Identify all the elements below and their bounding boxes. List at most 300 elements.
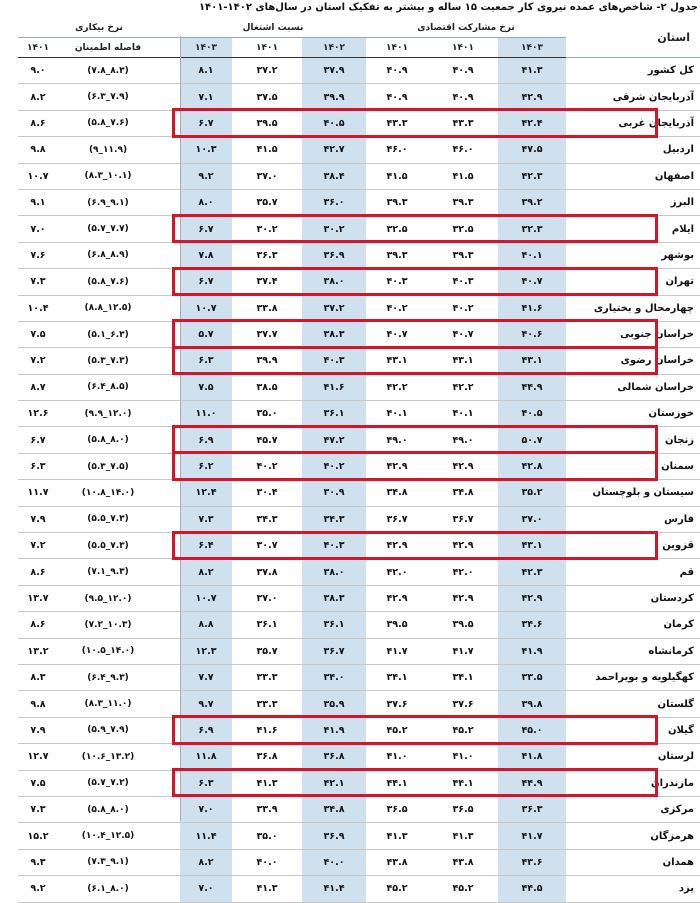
value-cell: ۳۶.۹ — [302, 823, 366, 849]
table-row — [18, 321, 700, 347]
spacer-cell — [158, 823, 180, 849]
value-cell: ۸.۰ — [180, 189, 232, 215]
value-cell: ۳۹.۲ — [498, 189, 566, 215]
spacer-cell — [158, 216, 180, 242]
value-cell: ۴۲.۹ — [498, 84, 566, 110]
value-cell: ۳۵.۲ — [498, 480, 566, 506]
province-cell: اصفهان — [566, 163, 700, 189]
value-cell: ۴۵.۷ — [232, 427, 302, 453]
value-cell: ۳۶.۵ — [428, 796, 498, 822]
value-cell: ۴۰.۹ — [366, 84, 428, 110]
value-cell: ۸.۶ — [18, 612, 58, 638]
spacer-cell — [158, 269, 180, 295]
table-title: جدول ۲- شاخص‌های عمده نیروی کار جمعیت ۱۵ ساله و بیشتر به تفکیک استان در سال‌های ۱۴۰۲-۱۴۰۱ — [198, 2, 698, 13]
value-cell: ۴۲.۹ — [428, 585, 498, 611]
value-cell: ۳۶.۵ — [366, 796, 428, 822]
spacer-cell — [158, 849, 180, 875]
value-cell: ۳۲.۵ — [428, 216, 498, 242]
table-row — [18, 717, 700, 743]
value-cell: ۱۰.۷ — [180, 295, 232, 321]
table-row — [18, 374, 700, 400]
value-cell: ۴۴.۱ — [366, 770, 428, 796]
table-row — [18, 137, 700, 163]
spacer-cell — [158, 717, 180, 743]
value-cell: ۴۴.۱ — [428, 770, 498, 796]
value-cell: ۴۵.۲ — [366, 876, 428, 902]
value-cell: ۱۲.۳ — [180, 638, 232, 664]
value-cell: ۳۹.۸ — [498, 691, 566, 717]
confidence-interval-cell: (۱۰.۵_۱۴.۰) — [58, 638, 158, 664]
value-cell: ۴۰.۳ — [428, 269, 498, 295]
value-cell: ۴۲.۹ — [366, 533, 428, 559]
confidence-interval-cell: (۵.۸_۸.۰) — [58, 796, 158, 822]
province-cell: یزد — [566, 876, 700, 902]
table-row — [18, 770, 700, 796]
value-cell: ۴۰.۷ — [498, 269, 566, 295]
value-cell: ۸.۲ — [180, 559, 232, 585]
value-cell: ۷.۰ — [180, 796, 232, 822]
spacer-cell — [158, 506, 180, 532]
value-cell: ۴۱.۹ — [498, 638, 566, 664]
value-cell: ۳۴.۱ — [428, 664, 498, 690]
value-cell: ۶.۳ — [180, 348, 232, 374]
province-cell: فارس — [566, 506, 700, 532]
value-cell: ۳۶.۳ — [232, 242, 302, 268]
value-cell: ۳۸.۰ — [302, 269, 366, 295]
value-cell: ۳۰.۷ — [232, 533, 302, 559]
value-cell: ۱۳.۷ — [18, 585, 58, 611]
value-cell: ۳۷.۲ — [302, 295, 366, 321]
value-cell: ۳۴.۱ — [366, 664, 428, 690]
value-cell: ۷.۲ — [18, 348, 58, 374]
value-cell: ۱۲.۶ — [18, 401, 58, 427]
value-cell: ۶.۹ — [180, 427, 232, 453]
value-cell: ۳۴.۳ — [232, 506, 302, 532]
value-cell: ۳۶.۷ — [428, 506, 498, 532]
province-cell: خراسان شمالی — [566, 374, 700, 400]
table-row — [18, 84, 700, 110]
value-cell: ۳۲.۵ — [366, 216, 428, 242]
value-cell: ۴۳.۳ — [428, 110, 498, 136]
table-row — [18, 348, 700, 374]
confidence-interval-cell: (۵.۸_۷.۶) — [58, 269, 158, 295]
table-row — [18, 559, 700, 585]
table-row — [18, 401, 700, 427]
province-cell: مازندران — [566, 770, 700, 796]
value-cell: ۹.۸ — [18, 691, 58, 717]
province-cell: گلستان — [566, 691, 700, 717]
table-row — [18, 849, 700, 875]
value-cell: ۴۴.۵ — [498, 876, 566, 902]
value-cell: ۳۳.۳ — [232, 664, 302, 690]
confidence-interval-cell: (۵.۳_۷.۵) — [58, 453, 158, 479]
table-row — [18, 796, 700, 822]
value-cell: ۴۱.۷ — [428, 638, 498, 664]
value-cell: ۳۳.۳ — [232, 691, 302, 717]
value-cell: ۳۷.۰ — [232, 585, 302, 611]
confidence-interval-cell: (۵.۵_۷.۳) — [58, 533, 158, 559]
value-cell: ۴۰.۱ — [428, 401, 498, 427]
value-cell: ۳۷.۰ — [498, 506, 566, 532]
table-row — [18, 189, 700, 215]
value-cell: ۴۱.۶ — [302, 374, 366, 400]
table-row — [18, 744, 700, 770]
value-cell: ۴۲.۲ — [428, 374, 498, 400]
value-cell: ۷.۵ — [180, 374, 232, 400]
province-cell: سمنان — [566, 453, 700, 479]
spacer-cell — [158, 321, 180, 347]
value-cell: ۴۰.۷ — [366, 321, 428, 347]
value-cell: ۴۳.۱ — [366, 348, 428, 374]
confidence-interval-cell: (۵.۵_۷.۳) — [58, 506, 158, 532]
value-cell: ۳۶.۳ — [498, 796, 566, 822]
value-cell: ۳۸.۳ — [302, 585, 366, 611]
value-cell: ۴۱.۳ — [498, 58, 566, 84]
province-cell: کهگیلویه و بویراحمد — [566, 664, 700, 690]
value-cell: ۳۴.۳ — [302, 506, 366, 532]
value-cell: ۴۱.۵ — [428, 163, 498, 189]
column-divider — [180, 36, 181, 821]
value-cell: ۴۲.۰ — [428, 559, 498, 585]
header-confidence-interval: فاصله اطمینان — [58, 38, 158, 58]
value-cell: ۶.۴ — [180, 533, 232, 559]
spacer-cell — [158, 348, 180, 374]
value-cell: ۳۹.۳ — [366, 242, 428, 268]
header-spacer — [158, 38, 180, 58]
value-cell: ۴۱.۵ — [232, 137, 302, 163]
value-cell: ۴۱.۷ — [366, 638, 428, 664]
value-cell: ۴۹.۰ — [428, 427, 498, 453]
value-cell: ۳۵.۹ — [302, 691, 366, 717]
table-row — [18, 269, 700, 295]
value-cell: ۸.۱ — [180, 58, 232, 84]
value-cell: ۸.۷ — [18, 374, 58, 400]
value-cell: ۱۱.۰ — [180, 401, 232, 427]
table-row — [18, 242, 700, 268]
value-cell: ۶.۷ — [18, 427, 58, 453]
value-cell: ۱۵.۲ — [18, 823, 58, 849]
value-cell: ۴۳.۱ — [498, 533, 566, 559]
value-cell: ۴۶.۰ — [428, 137, 498, 163]
value-cell: ۱۲.۷ — [18, 744, 58, 770]
province-cell: خراسان جنوبی — [566, 321, 700, 347]
spacer-cell — [158, 110, 180, 136]
value-cell: ۴۲.۹ — [498, 585, 566, 611]
spacer-cell — [158, 664, 180, 690]
confidence-interval-cell: (۶.۴_۹.۳) — [58, 664, 158, 690]
value-cell: ۸.۲ — [180, 849, 232, 875]
value-cell: ۸.۳ — [18, 664, 58, 690]
province-cell: چهارمحال و بختیاری — [566, 295, 700, 321]
value-cell: ۵۰.۷ — [498, 427, 566, 453]
confidence-interval-cell: (۶.۸_۸.۹) — [58, 242, 158, 268]
spacer-cell — [158, 533, 180, 559]
value-cell: ۴۳.۸ — [366, 849, 428, 875]
value-cell: ۴۰.۳ — [302, 348, 366, 374]
confidence-interval-cell: (۷.۸_۸.۳) — [58, 58, 158, 84]
value-cell: ۴۶.۰ — [366, 137, 428, 163]
value-cell: ۳۹.۳ — [428, 242, 498, 268]
value-cell: ۴۰.۹ — [366, 58, 428, 84]
value-cell: ۴۱.۰ — [366, 744, 428, 770]
value-cell: ۳۷.۵ — [232, 84, 302, 110]
spacer-cell — [158, 770, 180, 796]
value-cell: ۳۶.۷ — [366, 506, 428, 532]
value-cell: ۳۲.۳ — [498, 216, 566, 242]
spacer-cell — [158, 84, 180, 110]
table-row — [18, 876, 700, 902]
value-cell: ۴۱.۳ — [428, 823, 498, 849]
value-cell: ۶.۲ — [180, 453, 232, 479]
value-cell: ۳۸.۰ — [302, 559, 366, 585]
value-cell: ۳۶.۷ — [302, 638, 366, 664]
table-row — [18, 110, 700, 136]
value-cell: ۴۵.۲ — [428, 717, 498, 743]
confidence-interval-cell: (۵.۳_۷.۳) — [58, 348, 158, 374]
spacer-cell — [158, 691, 180, 717]
value-cell: ۳۷.۰ — [232, 163, 302, 189]
spacer-cell — [158, 427, 180, 453]
value-cell: ۴۰.۳ — [302, 533, 366, 559]
header-year: ۱۴۰۲ — [302, 38, 366, 58]
value-cell: ۴۱.۷ — [498, 823, 566, 849]
confidence-interval-cell: (۵.۱_۶.۳) — [58, 321, 158, 347]
table-row — [18, 453, 700, 479]
spacer-cell — [158, 163, 180, 189]
value-cell: ۳۵.۷ — [232, 189, 302, 215]
value-cell: ۴۲.۸ — [498, 453, 566, 479]
value-cell: ۴۱.۳ — [232, 770, 302, 796]
value-cell: ۴۷.۲ — [302, 427, 366, 453]
table-row — [18, 427, 700, 453]
value-cell: ۴۰.۹ — [428, 58, 498, 84]
value-cell: ۷.۲ — [18, 533, 58, 559]
labor-force-table — [18, 18, 700, 903]
value-cell: ۱۲.۴ — [180, 480, 232, 506]
value-cell: ۴۵.۰ — [498, 717, 566, 743]
province-cell: قم — [566, 559, 700, 585]
value-cell: ۷.۷ — [180, 664, 232, 690]
value-cell: ۵.۷ — [180, 321, 232, 347]
header-year: ۱۴۰۳ — [498, 38, 566, 58]
province-cell: خوزستان — [566, 401, 700, 427]
province-cell: گیلان — [566, 717, 700, 743]
value-cell: ۳۶.۹ — [302, 242, 366, 268]
spacer-cell — [158, 559, 180, 585]
value-cell: ۴۳.۱ — [498, 348, 566, 374]
confidence-interval-cell: (۹.۹_۱۲.۰) — [58, 401, 158, 427]
value-cell: ۴۰.۶ — [498, 321, 566, 347]
confidence-interval-cell: (۸.۳_۱۰.۱) — [58, 163, 158, 189]
value-cell: ۴۰.۵ — [302, 110, 366, 136]
province-cell: کرمان — [566, 612, 700, 638]
value-cell: ۷.۳ — [18, 796, 58, 822]
value-cell: ۷.۸ — [180, 242, 232, 268]
value-cell: ۳۳.۹ — [232, 796, 302, 822]
confidence-interval-cell: (۱۰.۴_۱۲.۵) — [58, 823, 158, 849]
value-cell: ۸.۸ — [180, 612, 232, 638]
value-cell: ۶.۳ — [18, 453, 58, 479]
table-row — [18, 691, 700, 717]
province-cell: همدان — [566, 849, 700, 875]
table-row — [18, 58, 700, 84]
value-cell: ۴۱.۶ — [232, 717, 302, 743]
value-cell: ۷.۶ — [18, 242, 58, 268]
spacer-cell — [158, 137, 180, 163]
value-cell: ۳۴.۸ — [366, 480, 428, 506]
value-cell: ۳۷.۸ — [232, 559, 302, 585]
confidence-interval-cell: (۱۰.۶_۱۳.۲) — [58, 744, 158, 770]
value-cell: ۱۳.۲ — [18, 638, 58, 664]
province-cell: کل کشور — [566, 58, 700, 84]
table-row — [18, 163, 700, 189]
header-employment-ratio: نسبت اشتغال — [180, 18, 366, 38]
value-cell: ۳۷.۶ — [366, 691, 428, 717]
province-cell: تهران — [566, 269, 700, 295]
value-cell: ۴۳.۸ — [428, 849, 498, 875]
table-row — [18, 664, 700, 690]
value-cell: ۴۴.۹ — [498, 770, 566, 796]
spacer-cell — [158, 638, 180, 664]
province-cell: خراسان رضوی — [566, 348, 700, 374]
spacer-cell — [158, 401, 180, 427]
value-cell: ۸.۲ — [18, 84, 58, 110]
confidence-interval-cell: (۷.۲_۱۰.۳) — [58, 612, 158, 638]
value-cell: ۴۰.۵ — [498, 401, 566, 427]
table-row — [18, 585, 700, 611]
value-cell: ۱۱.۴ — [180, 823, 232, 849]
spacer-cell — [158, 242, 180, 268]
value-cell: ۷.۳ — [18, 269, 58, 295]
table-row — [18, 480, 700, 506]
province-cell: آذربایجان شرقی — [566, 84, 700, 110]
value-cell: ۴۲.۳ — [498, 163, 566, 189]
confidence-interval-cell: (۷.۳_۹.۱) — [58, 849, 158, 875]
spacer-cell — [158, 480, 180, 506]
confidence-interval-cell: (۶.۳_۷.۹) — [58, 84, 158, 110]
value-cell: ۴۲.۷ — [302, 137, 366, 163]
header-year: ۱۴۰۳ — [180, 38, 232, 58]
value-cell: ۱۰.۷ — [18, 163, 58, 189]
value-cell: ۴۱.۵ — [366, 163, 428, 189]
province-cell: آذربایجان غربی — [566, 110, 700, 136]
value-cell: ۴۰.۲ — [428, 295, 498, 321]
header-province: استان — [566, 18, 700, 58]
table-row — [18, 216, 700, 242]
table-row — [18, 506, 700, 532]
value-cell: ۳۰.۲ — [302, 216, 366, 242]
value-cell: ۳۴.۸ — [428, 480, 498, 506]
value-cell: ۳۹.۵ — [428, 612, 498, 638]
confidence-interval-cell: (۱۰.۸_۱۴.۰) — [58, 480, 158, 506]
value-cell: ۴۵.۲ — [428, 876, 498, 902]
value-cell: ۳۴.۶ — [498, 612, 566, 638]
spacer-cell — [158, 876, 180, 902]
value-cell: ۷.۹ — [18, 717, 58, 743]
confidence-interval-cell: (۸.۳_۱۱.۰) — [58, 691, 158, 717]
value-cell: ۱۰.۳ — [180, 137, 232, 163]
value-cell: ۳۹.۳ — [428, 189, 498, 215]
header-year: ۱۴۰۱ — [18, 38, 58, 58]
value-cell: ۴۰.۱ — [366, 401, 428, 427]
value-cell: ۳۶.۸ — [232, 744, 302, 770]
province-cell: مرکزی — [566, 796, 700, 822]
confidence-interval-cell: (۶.۹_۹.۱) — [58, 189, 158, 215]
value-cell: ۶.۷ — [180, 110, 232, 136]
value-cell: ۹.۲ — [18, 876, 58, 902]
spacer-cell — [158, 453, 180, 479]
value-cell: ۹.۰ — [18, 58, 58, 84]
province-cell: زنجان — [566, 427, 700, 453]
value-cell: ۱۰.۷ — [180, 585, 232, 611]
value-cell: ۳۵.۰ — [232, 401, 302, 427]
value-cell: ۳۷.۲ — [232, 58, 302, 84]
value-cell: ۴۲.۹ — [428, 533, 498, 559]
value-cell: ۴۳.۱ — [428, 348, 498, 374]
header-unemployment: نرخ بیکاری — [18, 18, 180, 38]
province-cell: کرمانشاه — [566, 638, 700, 664]
value-cell: ۳۴.۸ — [302, 796, 366, 822]
province-cell: اردبیل — [566, 137, 700, 163]
value-cell: ۴۲.۹ — [366, 585, 428, 611]
value-cell: ۶.۷ — [180, 269, 232, 295]
value-cell: ۴۱.۳ — [366, 823, 428, 849]
header-year: ۱۴۰۱ — [366, 38, 428, 58]
confidence-interval-cell: (۶.۴_۸.۵) — [58, 374, 158, 400]
province-cell: هرمزگان — [566, 823, 700, 849]
value-cell: ۳۶.۰ — [302, 189, 366, 215]
value-cell: ۳۷.۶ — [428, 691, 498, 717]
value-cell: ۴۲.۲ — [366, 374, 428, 400]
value-cell: ۳۸.۵ — [232, 374, 302, 400]
value-cell: ۷.۱ — [180, 84, 232, 110]
value-cell: ۴۲.۹ — [428, 453, 498, 479]
table-row — [18, 612, 700, 638]
value-cell: ۳۹.۵ — [366, 612, 428, 638]
confidence-interval-cell: (۷.۱_۹.۳) — [58, 559, 158, 585]
header-year: ۱۴۰۱ — [232, 38, 302, 58]
value-cell: ۸.۶ — [18, 110, 58, 136]
value-cell: ۴۲.۴ — [498, 110, 566, 136]
spacer-cell — [158, 585, 180, 611]
header-participation: نرخ مشارکت اقتصادی — [366, 18, 566, 38]
value-cell: ۳۴.۰ — [302, 664, 366, 690]
value-cell: ۳۷.۷ — [232, 321, 302, 347]
value-cell: ۴۰.۱ — [498, 242, 566, 268]
province-cell: سیستان و بلوچستان — [566, 480, 700, 506]
value-cell: ۴۰.۲ — [366, 295, 428, 321]
value-cell: ۹.۳ — [18, 849, 58, 875]
value-cell: ۴۰.۲ — [232, 453, 302, 479]
value-cell: ۷.۵ — [18, 770, 58, 796]
value-cell: ۴۰.۰ — [232, 849, 302, 875]
confidence-interval-cell: (۹.۵_۱۲.۰) — [58, 585, 158, 611]
table-row — [18, 533, 700, 559]
value-cell: ۴۴.۹ — [498, 374, 566, 400]
value-cell: ۴۳.۳ — [366, 110, 428, 136]
province-cell: بوشهر — [566, 242, 700, 268]
value-cell: ۳۷.۹ — [302, 58, 366, 84]
value-cell: ۳۸.۴ — [302, 163, 366, 189]
value-cell: ۳۳.۸ — [232, 295, 302, 321]
header-year: ۱۴۰۱ — [428, 38, 498, 58]
value-cell: ۷.۰ — [180, 876, 232, 902]
province-cell: ایلام — [566, 216, 700, 242]
value-cell: ۱۰.۴ — [18, 295, 58, 321]
value-cell: ۳۹.۳ — [366, 189, 428, 215]
confidence-interval-cell: (۶.۱_۸.۰) — [58, 876, 158, 902]
value-cell: ۷.۹ — [18, 506, 58, 532]
